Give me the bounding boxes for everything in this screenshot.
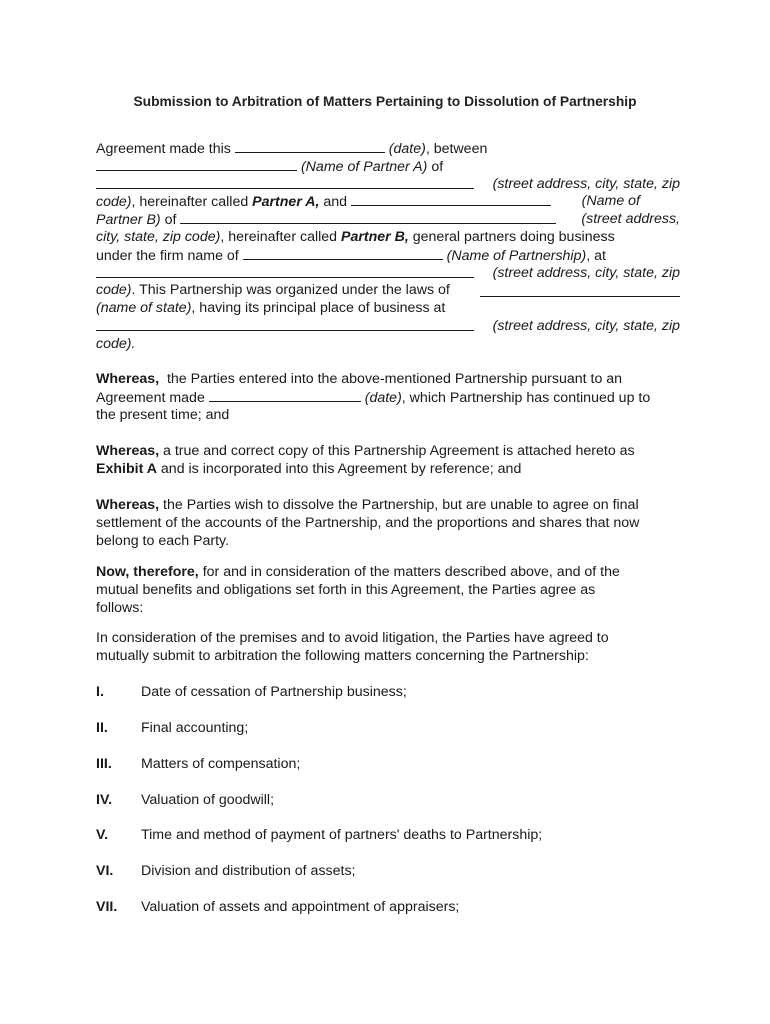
agreement-text: Agreement made this xyxy=(96,141,231,157)
agreement-text: under the firm name of xyxy=(96,247,243,264)
whereas-label: Whereas, xyxy=(96,443,160,459)
whereas-text: the present time; and xyxy=(96,406,230,423)
partner-b-address-blank[interactable] xyxy=(180,211,556,224)
agreement-text: , hereinafter called xyxy=(220,228,341,245)
whereas-text: , which Partnership has continued up to xyxy=(401,389,651,406)
agreement-date-blank[interactable] xyxy=(209,389,361,402)
list-text: Time and method of payment of partners' deaths to Partnership; xyxy=(141,827,543,843)
partner-b-name-blank[interactable] xyxy=(351,193,551,206)
whereas-label: Whereas, xyxy=(96,497,160,513)
list-number: VI. xyxy=(96,863,114,879)
partnership-name-label: (Name of Partnership) xyxy=(446,247,587,264)
whereas-paragraph-1 xyxy=(96,371,680,424)
whereas-text: the Parties wish to dissolve the Partnership, but are unable to agree on final xyxy=(159,497,639,513)
list-text: Date of cessation of Partnership business; xyxy=(141,684,407,700)
whereas-text: a true and correct copy of this Partnership Agreement is attached hereto as xyxy=(159,443,635,459)
agreement-text: , at xyxy=(586,247,606,264)
list-text: Division and distribution of assets; xyxy=(141,863,356,879)
state-blank[interactable] xyxy=(480,284,680,297)
agreement-text: , hereinafter called xyxy=(131,194,253,211)
address-label: code). xyxy=(96,335,136,352)
list-number: V. xyxy=(96,827,109,843)
state-label: (name of state) xyxy=(96,300,192,317)
date-label: (date) xyxy=(364,389,402,406)
whereas-label: Whereas, xyxy=(96,371,160,387)
list-text: Valuation of goodwill; xyxy=(141,792,275,808)
partner-b-name-label: (Name of xyxy=(581,193,640,210)
exhibit-label: Exhibit A xyxy=(96,460,157,477)
address-label: code) xyxy=(96,194,132,211)
partner-b-label: Partner B, xyxy=(341,228,409,245)
address-label: (street address, city, state, zip xyxy=(492,317,680,334)
partner-a-name-blank[interactable] xyxy=(96,158,297,171)
list-number: II. xyxy=(96,720,108,736)
agreement-text: , having its principal place of business at xyxy=(191,300,446,317)
list-number: III. xyxy=(96,756,112,772)
whereas-text: Agreement made xyxy=(96,389,209,406)
whereas-paragraph-3 xyxy=(96,497,680,550)
agreement-text: and xyxy=(319,194,352,211)
list-number: I. xyxy=(96,684,104,700)
agreement-paragraph xyxy=(96,140,680,354)
paragraph-text: follows: xyxy=(96,599,144,616)
partner-a-label: Partner A, xyxy=(252,194,320,211)
paragraph-text: for and in consideration of the matters described above, and of the xyxy=(198,564,620,580)
partner-a-address-blank[interactable] xyxy=(96,176,474,189)
whereas-text: the Parties entered into the above-mentioned Partnership pursuant to an xyxy=(159,371,623,387)
now-therefore-paragraph xyxy=(96,564,680,617)
agreement-text: , between xyxy=(425,141,488,157)
list-text: Matters of compensation; xyxy=(141,756,301,772)
paragraph-text: mutually submit to arbitration the following matters concerning the Partnership: xyxy=(96,647,589,664)
list-text: Final accounting; xyxy=(141,720,249,736)
agreement-text: . This Partnership was organized under the laws of xyxy=(131,282,450,299)
partner-b-name-label: Partner B) xyxy=(96,212,161,229)
agreement-text: of xyxy=(427,158,444,175)
paragraph-text: In consideration of the premises and to avoid litigation, the Parties have agreed to xyxy=(96,630,609,646)
address-label: (street address, city, state, zip xyxy=(492,264,680,281)
address-label: code) xyxy=(96,282,132,299)
whereas-text: belong to each Party. xyxy=(96,532,230,549)
address-label: city, state, zip code) xyxy=(96,228,221,245)
consideration-paragraph xyxy=(96,630,680,666)
principal-address-blank[interactable] xyxy=(96,318,474,331)
list-number: VII. xyxy=(96,899,118,915)
whereas-text: and is incorporated into this Agreement by reference; and xyxy=(156,460,522,477)
partnership-name-blank[interactable] xyxy=(243,247,443,260)
address-label: (street address, city, state, zip xyxy=(492,175,680,192)
list-number: IV. xyxy=(96,792,113,808)
partnership-address-blank[interactable] xyxy=(96,265,474,278)
date-blank[interactable] xyxy=(235,140,385,153)
date-label: (date) xyxy=(388,141,426,157)
list-text: Valuation of assets and appointment of appraisers; xyxy=(141,899,460,915)
partner-a-name-label: (Name of Partner A) xyxy=(300,158,428,175)
agreement-text: general partners doing business xyxy=(408,228,615,245)
whereas-text: settlement of the accounts of the Partnership, and the proportions and shares that now xyxy=(96,514,640,531)
address-label: (street address, xyxy=(581,211,680,228)
paragraph-text: mutual benefits and obligations set forth in this Agreement, the Parties agree as xyxy=(96,581,596,598)
document-title: Submission to Arbitration of Matters Pertaining to Dissolution of Partnership xyxy=(133,94,637,109)
whereas-paragraph-2 xyxy=(96,443,680,479)
agreement-text: of xyxy=(160,212,181,229)
now-therefore-label: Now, therefore, xyxy=(96,564,199,580)
